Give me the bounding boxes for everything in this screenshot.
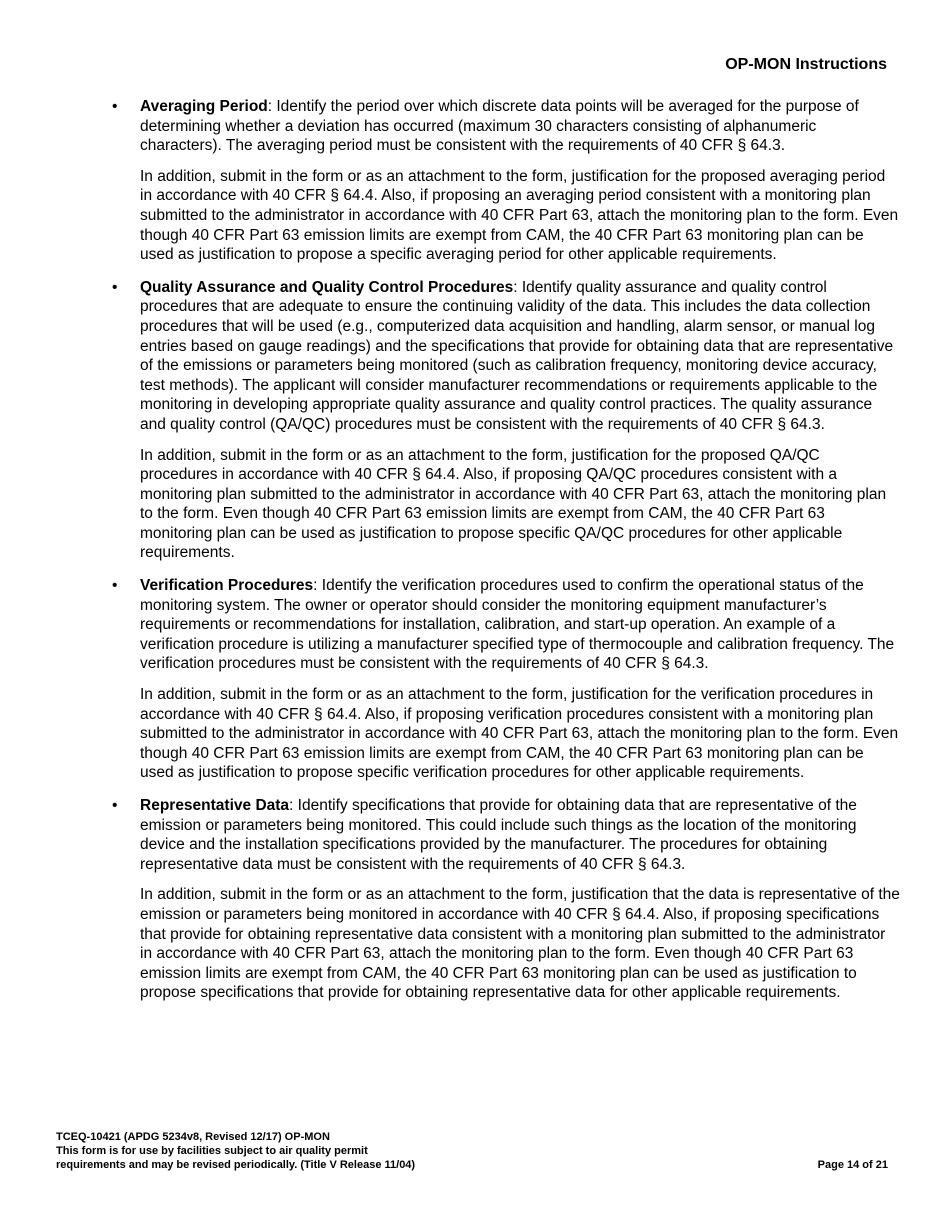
item-addition-text: In addition, submit in the form or as an attachment to the form, justification for the proposed QA/QC procedures in accordance with 40 CFR § 64.4. Also, if proposing QA/QC procedures consistent with a monitoring plan submitted to the administrator in accordance with 40 CFR Part 63, attach the monitoring plan to the form. Even though 40 CFR Part 63 emission limits are exempt from CAM, the 40 CFR Part 63 monitoring plan can be used as justification to propose specific QA/QC procedures for other applicable requirements. <box>140 446 887 562</box>
bullet-icon: • <box>112 577 118 595</box>
list-item-qa-qc-procedures <box>112 278 900 563</box>
list-item-representative-data <box>112 796 900 1003</box>
item-lead-text: : Identify specifications that provide for obtaining data that are representative of the emission or parameters being monitored. This could include such things as the location of the monitoring device and the installation specifications provided by the manufacturer. The procedures for obtaining representative data must be consistent with the requirements of 40 CFR § 64.3. <box>140 797 857 873</box>
item-addition-text: In addition, submit in the form or as an attachment to the form, justification for the verification procedures in accordance with 40 CFR § 64.4. Also, if proposing verification procedures consistent with a monitoring plan submitted to the administrator in accordance with 40 CFR Part 63, attach the monitoring plan to the form. Even though 40 CFR Part 63 emission limits are exempt from CAM, the 40 CFR Part 63 monitoring plan can be used as justification to propose specific verification procedures for other applicable requirements. <box>140 686 899 782</box>
item-description <box>140 97 900 156</box>
footer-usage-note: This form is for use by facilities subject to air quality permit <box>56 1145 368 1157</box>
item-description <box>140 278 900 435</box>
item-addition-text: In addition, submit in the form or as an attachment to the form, justification for the proposed averaging period in accordance with 40 CFR § 64.4. Also, if proposing an averaging period consistent with a monitoring plan submitted to the administrator in accordance with 40 CFR Part 63, attach the monitoring plan to the form. Even though 40 CFR Part 63 emission limits are exempt from CAM, the 40 CFR Part 63 monitoring plan can be used as justification to propose a specific averaging period for other applicable requirements. <box>140 167 899 264</box>
bullet-icon: • <box>112 98 118 115</box>
page-footer <box>56 1130 415 1172</box>
item-lead-text: : Identify the period over which discrete data points will be averaged for the purpose of determining whether a deviation has occurred (maximum 30 characters consisting of alphanumeric characters). The averaging period must be consistent with the requirements of 40 CFR § 64.3. <box>140 98 859 155</box>
item-description <box>140 576 900 674</box>
page-number: Page 14 of 21 <box>817 1159 888 1171</box>
footer-revision-note: requirements and may be revised periodically. (Title V Release 11/04) <box>56 1159 416 1171</box>
list-item-averaging-period <box>112 97 900 265</box>
bullet-icon: • <box>112 797 118 814</box>
item-lead-text: : Identify the verification procedures used to confirm the operational status of the monitoring system. The owner or operator should consider the monitoring equipment manufacturer’s requirements or recommendations for installation, calibration, and start-up operation. An example of a verification procedure is utilizing a manufacturer specified type of thermocouple and calibration frequency. The verification procedures must be consistent with the requirements of 40 CFR § 64.3. <box>140 577 895 673</box>
item-description <box>140 796 900 874</box>
bullet-icon: • <box>112 278 118 296</box>
item-term: Quality Assurance and Quality Control Procedures <box>140 278 514 296</box>
instruction-list <box>112 97 900 1016</box>
list-item-verification-procedures <box>112 576 900 783</box>
item-term: Verification Procedures <box>140 577 314 595</box>
footer-form-id: TCEQ-10421 (APDG 5234v8, Revised 12/17) OP-MON <box>56 1131 330 1143</box>
item-addition-text: In addition, submit in the form or as an attachment to the form, justification that the data is representative of the emission or parameters being monitored in accordance with 40 CFR § 64.4. Also, if proposing specifications that provide for obtaining representative data consistent with a monitoring plan submitted to the administrator in accordance with 40 CFR Part 63, attach the monitoring plan to the form. Even though 40 CFR Part 63 emission limits are exempt from CAM, the 40 CFR Part 63 monitoring plan can be used as justification to propose specifications that provide for obtaining representative data for other applicable requirements. <box>140 886 900 1002</box>
item-term: Representative Data <box>140 797 290 814</box>
page-header-title: OP-MON Instructions <box>725 56 887 73</box>
item-lead-text: : Identify quality assurance and quality control procedures that are adequate to ensure the continuing validity of the data. This includes the data collection procedures that will be used (e.g., computerized data acquisition and handling, alarm sensor, or manual log entries based on gauge readings) and the specifications that provide for obtaining data that are representative of the emissions or parameters being monitored (such as calibration frequency, monitoring device accuracy, test methods). The applicant will consider manufacturer recommendations or requirements applicable to the monitoring in developing appropriate quality assurance and quality control practices. The quality assurance and quality control (QA/QC) procedures must be consistent with the requirements of 40 CFR § 64.3. <box>140 278 894 433</box>
item-term: Averaging Period <box>140 98 268 115</box>
